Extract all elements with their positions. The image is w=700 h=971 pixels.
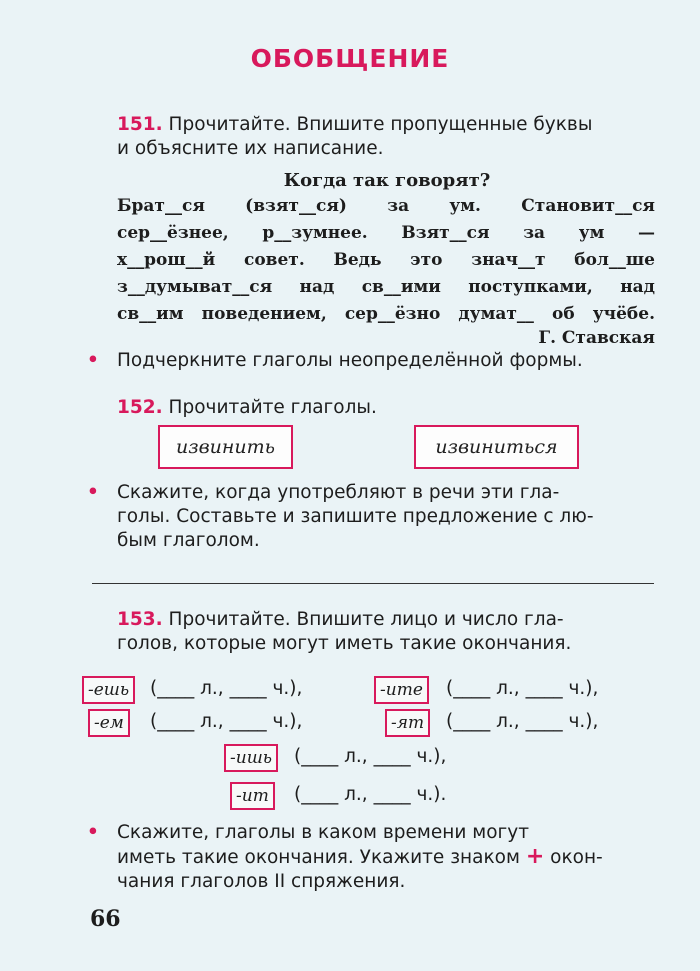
text-line: сер__ёзнее, р__зумнее. Взят__ся за ум — xyxy=(117,223,655,243)
plus-icon: + xyxy=(525,844,545,869)
ex153-task-line2a: иметь такие окончания. Укажите знаком xyxy=(117,847,520,868)
ending-ite: -ите xyxy=(374,676,429,704)
ex151-instruction-line2: и объясните их написание. xyxy=(117,138,384,159)
ending-em: -ем xyxy=(88,709,130,737)
blank-fill: (____ л., ____ ч.), xyxy=(446,711,599,732)
text-line: х__рош__й совет. Ведь это знач__т бол__ше xyxy=(117,250,655,270)
blank-fill: (____ л., ____ ч.), xyxy=(446,678,599,699)
text-line: Брат__ся (взят__ся) за ум. Становит__ся xyxy=(117,196,655,216)
ending-esh: -ешь xyxy=(82,676,135,704)
ex152-instruction-text: Прочитайте глаголы. xyxy=(168,397,377,418)
ex151-number: 151. xyxy=(117,114,163,135)
page-heading: ОБОБЩЕНИЕ xyxy=(250,44,450,73)
word-card-izvinit: извинить xyxy=(158,425,293,469)
page-number: 66 xyxy=(90,906,121,932)
ex151-instruction-line1: Прочитайте. Впишите пропущенные буквы xyxy=(168,114,593,135)
ending-yat: -ят xyxy=(385,709,430,737)
ex152-task-line3: бым глаголом. xyxy=(117,530,260,551)
text-body xyxy=(117,193,655,328)
ex153-instruction-line1: Прочитайте. Впишите лицо и число гла- xyxy=(168,609,564,630)
ending-it: -ит xyxy=(230,782,275,810)
text-title: Когда так говорят? xyxy=(283,170,491,191)
ex153-task-line2b: окон- xyxy=(550,847,603,868)
ending-ish: -ишь xyxy=(224,744,278,772)
ex153-number: 153. xyxy=(117,609,163,630)
word-card-izvinitsya: извиниться xyxy=(414,425,579,469)
ex152-task-line1: • Скажите, когда употребляют в речи эти гла- xyxy=(117,482,560,503)
ex151-task: • Подчеркните глаголы неопределённой формы. xyxy=(117,349,657,373)
ex152-number: 152. xyxy=(117,397,163,418)
text-author: Г. Ставская xyxy=(538,328,655,348)
ex151-instruction xyxy=(117,113,657,161)
ex152-task-line2: голы. Составьте и запишите предложение с лю- xyxy=(117,506,594,527)
blank-fill: (____ л., ____ ч.). xyxy=(294,784,447,805)
ex153-task-line1: • Скажите, глаголы в каком времени могут xyxy=(117,822,529,843)
text-line: з__думыват__ся над св__ими поступками, над xyxy=(117,277,655,297)
text-line: св__им поведением, сер__ёзно думат__ об учёбе. xyxy=(117,304,655,324)
ex153-instruction xyxy=(117,608,657,656)
ex153-instruction-line2: голов, которые могут иметь такие окончания. xyxy=(117,633,572,654)
section-divider xyxy=(92,583,654,584)
blank-fill: (____ л., ____ ч.), xyxy=(294,746,447,767)
blank-fill: (____ л., ____ ч.), xyxy=(150,678,303,699)
ex153-task xyxy=(117,821,657,894)
blank-fill: (____ л., ____ ч.), xyxy=(150,711,303,732)
ex152-instruction xyxy=(117,396,657,420)
ex152-task xyxy=(117,481,657,553)
ex153-task-line3: чания глаголов II спряжения. xyxy=(117,871,406,892)
